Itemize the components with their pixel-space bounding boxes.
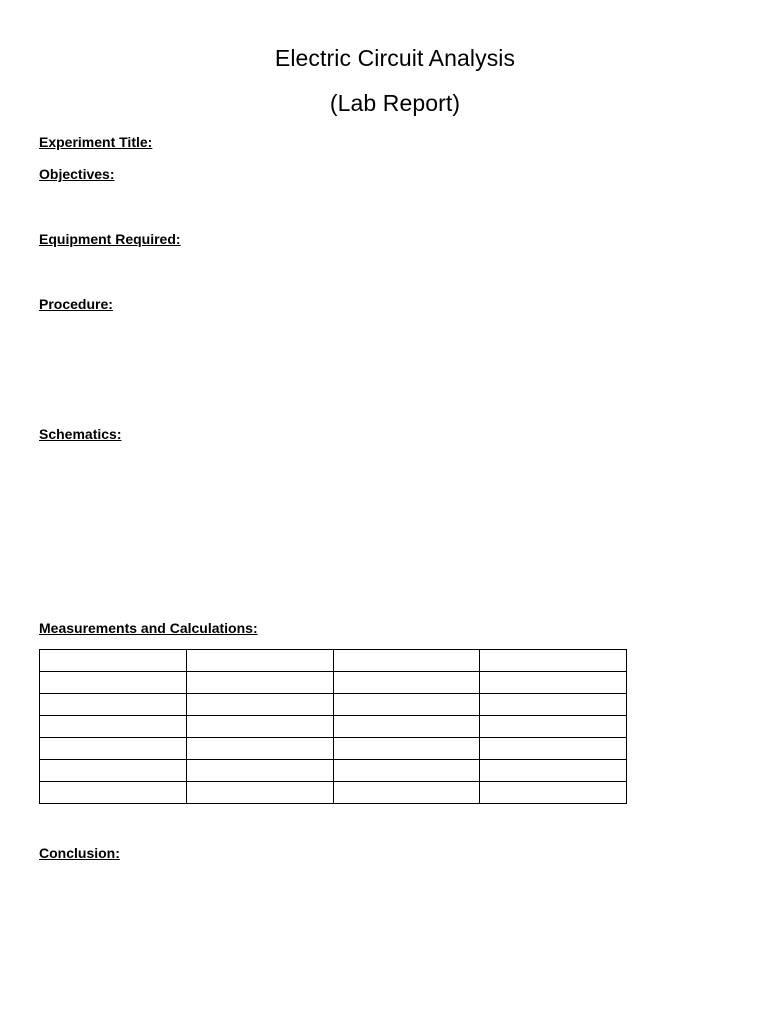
table-cell[interactable] — [333, 716, 480, 738]
table-cell[interactable] — [40, 782, 187, 804]
table-cell[interactable] — [40, 672, 187, 694]
measurements-table-body — [40, 650, 627, 804]
table-cell[interactable] — [333, 650, 480, 672]
table-cell[interactable] — [40, 694, 187, 716]
table-cell[interactable] — [480, 782, 627, 804]
document-subtitle: (Lab Report) — [329, 90, 461, 116]
table-cell[interactable] — [480, 694, 627, 716]
table-cell[interactable] — [186, 694, 333, 716]
table-cell[interactable] — [186, 650, 333, 672]
table-cell[interactable] — [333, 738, 480, 760]
table-cell[interactable] — [480, 650, 627, 672]
table-cell[interactable] — [40, 760, 187, 782]
table-cell[interactable] — [186, 782, 333, 804]
table-cell[interactable] — [186, 760, 333, 782]
table-cell[interactable] — [480, 760, 627, 782]
table-cell[interactable] — [480, 738, 627, 760]
table-row — [40, 672, 627, 694]
table-cell[interactable] — [186, 672, 333, 694]
table-row — [40, 716, 627, 738]
objectives-heading: Objectives: — [39, 166, 115, 182]
table-cell[interactable] — [333, 760, 480, 782]
measurements-heading: Measurements and Calculations: — [39, 620, 258, 636]
table-row — [40, 760, 627, 782]
table-cell[interactable] — [40, 650, 187, 672]
table-cell[interactable] — [333, 672, 480, 694]
table-cell[interactable] — [333, 782, 480, 804]
schematics-heading: Schematics: — [39, 426, 122, 442]
table-cell[interactable] — [186, 716, 333, 738]
table-cell[interactable] — [480, 672, 627, 694]
table-row — [40, 782, 627, 804]
table-row — [40, 738, 627, 760]
equipment-required-heading: Equipment Required: — [39, 231, 181, 247]
table-cell[interactable] — [40, 738, 187, 760]
table-cell[interactable] — [480, 716, 627, 738]
table-cell[interactable] — [40, 716, 187, 738]
document-title: Electric Circuit Analysis — [274, 45, 516, 71]
table-cell[interactable] — [333, 694, 480, 716]
measurements-table — [39, 649, 627, 804]
table-cell[interactable] — [186, 738, 333, 760]
table-row — [40, 650, 627, 672]
conclusion-heading: Conclusion: — [39, 845, 120, 861]
experiment-title-heading: Experiment Title: — [39, 134, 153, 150]
table-row — [40, 694, 627, 716]
procedure-heading: Procedure: — [39, 296, 113, 312]
